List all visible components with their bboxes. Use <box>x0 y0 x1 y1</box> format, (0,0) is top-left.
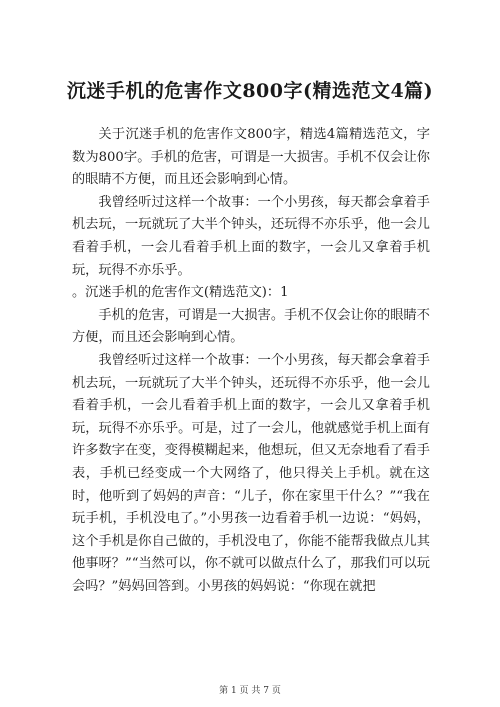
paragraph-intro: 关于沉迷手机的危害作文800字，精选4篇精选范文，字数为800字。手机的危害，可谓是一大损害。手机不仅会让你的眼睛不方便，而且还会影响到心情。 <box>72 127 430 188</box>
paragraph-section-intro: 手机的危害，可谓是一大损害。手机不仅会让你的眼睛不方便，而且还会影响到心情。 <box>72 307 430 346</box>
document-body <box>72 124 430 598</box>
paragraph-story: 我曾经听过这样一个故事：一个小男孩，每天都会拿着手机去玩，一玩就玩了大半个钟头，还玩得不亦乐乎，他一会儿看着手机，一会儿看着手机上面的数字，一会儿又拿着手机玩，玩得不亦乐乎。 <box>72 194 430 278</box>
paragraph-section-story: 我曾经听过这样一个故事：一个小男孩，每天都会拿着手机去玩，一玩就玩了大半个钟头，还玩得不亦乐乎，他一会儿看着手机，一会儿看着手机上面的数字，一会儿又拿着手机玩，玩得不亦乐乎。可是，过了一会儿，他就感觉手机上面有许多数字在变，变得模糊起来，他想玩，但又无奈地看了看手表，手机已经变成一个大网络了，他只得关上手机。就在这时，他听到了妈妈的声音：“儿子，你在家里干什么？”“我在玩手机，手机没电了。”小男孩一边看着手机一边说：“妈妈，这个手机是你自己做的，手机没电了，你能不能帮我做点儿其他事呀？”“当然可以，你不就可以做点什么了，那我们可以玩会吗？”妈妈回答到。小男孩的妈妈说：“你现在就把 <box>72 352 430 594</box>
section-heading: 。沉迷手机的危害作文(精选范文)：1 <box>72 285 289 301</box>
document-title: 沉迷手机的危害作文800字(精选范文4篇) <box>66 80 434 102</box>
page-number: 第 1 页 共 7 页 <box>219 686 281 696</box>
